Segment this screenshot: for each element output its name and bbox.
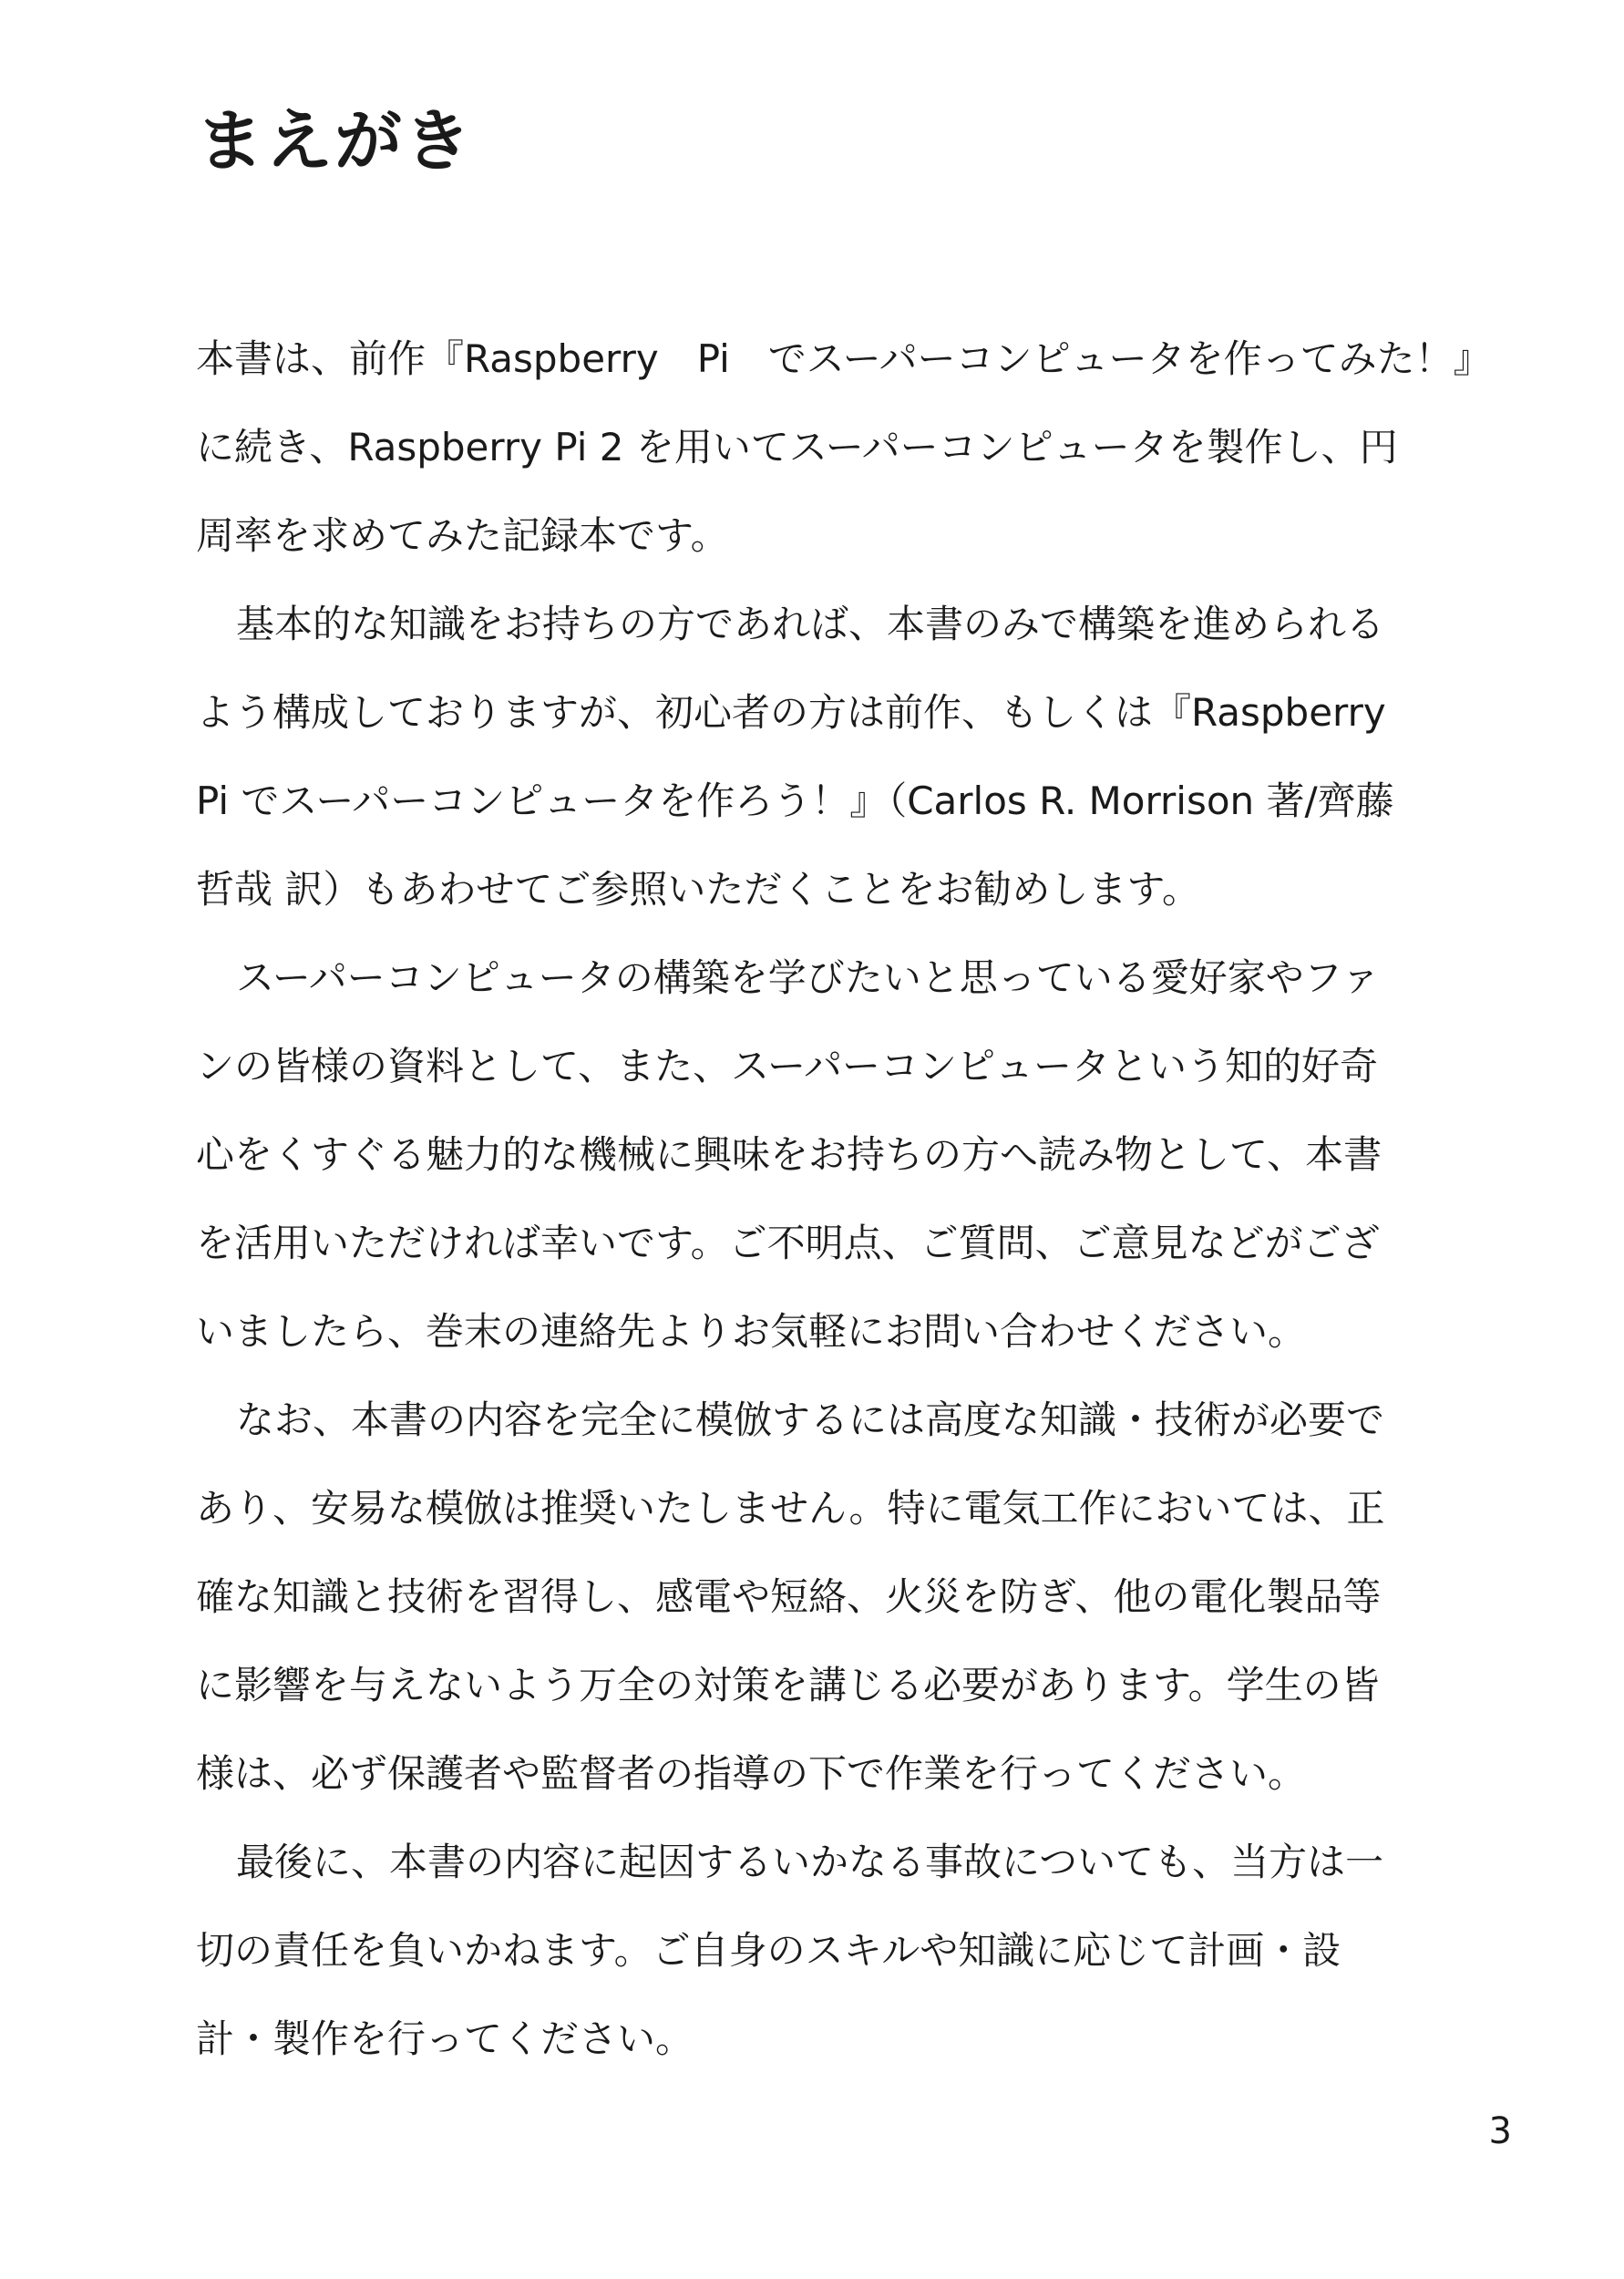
- paragraph-start-line: スーパーコンピュータの構築を学びたいと思っている愛好家やファ: [236, 955, 1380, 1000]
- body-line: あり、安易な模倣は推奨いたしません。特に電気工作においては、正: [196, 1486, 1385, 1531]
- body-line: 周率を求めてみた記録本です。: [196, 513, 729, 558]
- body-line: Pi でスーパーコンピュータを作ろう！』（Carlos R. Morrison 著/齊藤: [196, 779, 1394, 823]
- body-line: 哲哉 訳）もあわせてご参照いただくことをお勧めします。: [196, 867, 1200, 912]
- chapter-title: まえがき: [196, 102, 473, 180]
- body-line: ンの皆様の資料として、また、スーパーコンピュータという知的好奇: [196, 1044, 1378, 1088]
- body-line: 本書は、前作『Raspberry Pi でスーパーコンピュータを作ってみた！』: [196, 336, 1492, 381]
- paragraph-start-line: 基本的な知識をお持ちの方であれば、本書のみで構築を進められる: [236, 602, 1385, 646]
- body-line: を活用いただければ幸いです。ご不明点、ご質問、ご意見などがござ: [196, 1221, 1380, 1265]
- paragraph-start-line: なお、本書の内容を完全に模倣するには高度な知識・技術が必要で: [236, 1397, 1385, 1442]
- paragraph-start-line: 最後に、本書の内容に起因するいかなる事故についても、当方は一: [236, 1840, 1384, 1884]
- body-line: に続き、Raspberry Pi 2 を用いてスーパーコンピュータを製作し、円: [196, 425, 1398, 469]
- page-number: 3: [1488, 2110, 1512, 2152]
- body-line: いましたら、巻末の連絡先よりお気軽にお問い合わせください。: [196, 1309, 1307, 1354]
- body-line: 様は、必ず保護者や監督者の指導の下で作業を行ってください。: [196, 1751, 1307, 1796]
- body-line: 計・製作を行ってください。: [196, 2016, 694, 2061]
- body-line: 確な知識と技術を習得し、感電や短絡、火災を防ぎ、他の電化製品等: [196, 1574, 1382, 1619]
- body-line: よう構成しておりますが、初心者の方は前作、もしくは『Raspberry: [196, 690, 1386, 735]
- body-line: に影響を与えないよう万全の対策を講じる必要があります。学生の皆: [196, 1663, 1380, 1707]
- body-line: 心をくすぐる魅力的な機械に興味をお持ちの方へ読み物として、本書: [196, 1132, 1382, 1177]
- body-line: 切の責任を負いかねます。ご自身のスキルや知識に応じて計画・設: [196, 1928, 1341, 1973]
